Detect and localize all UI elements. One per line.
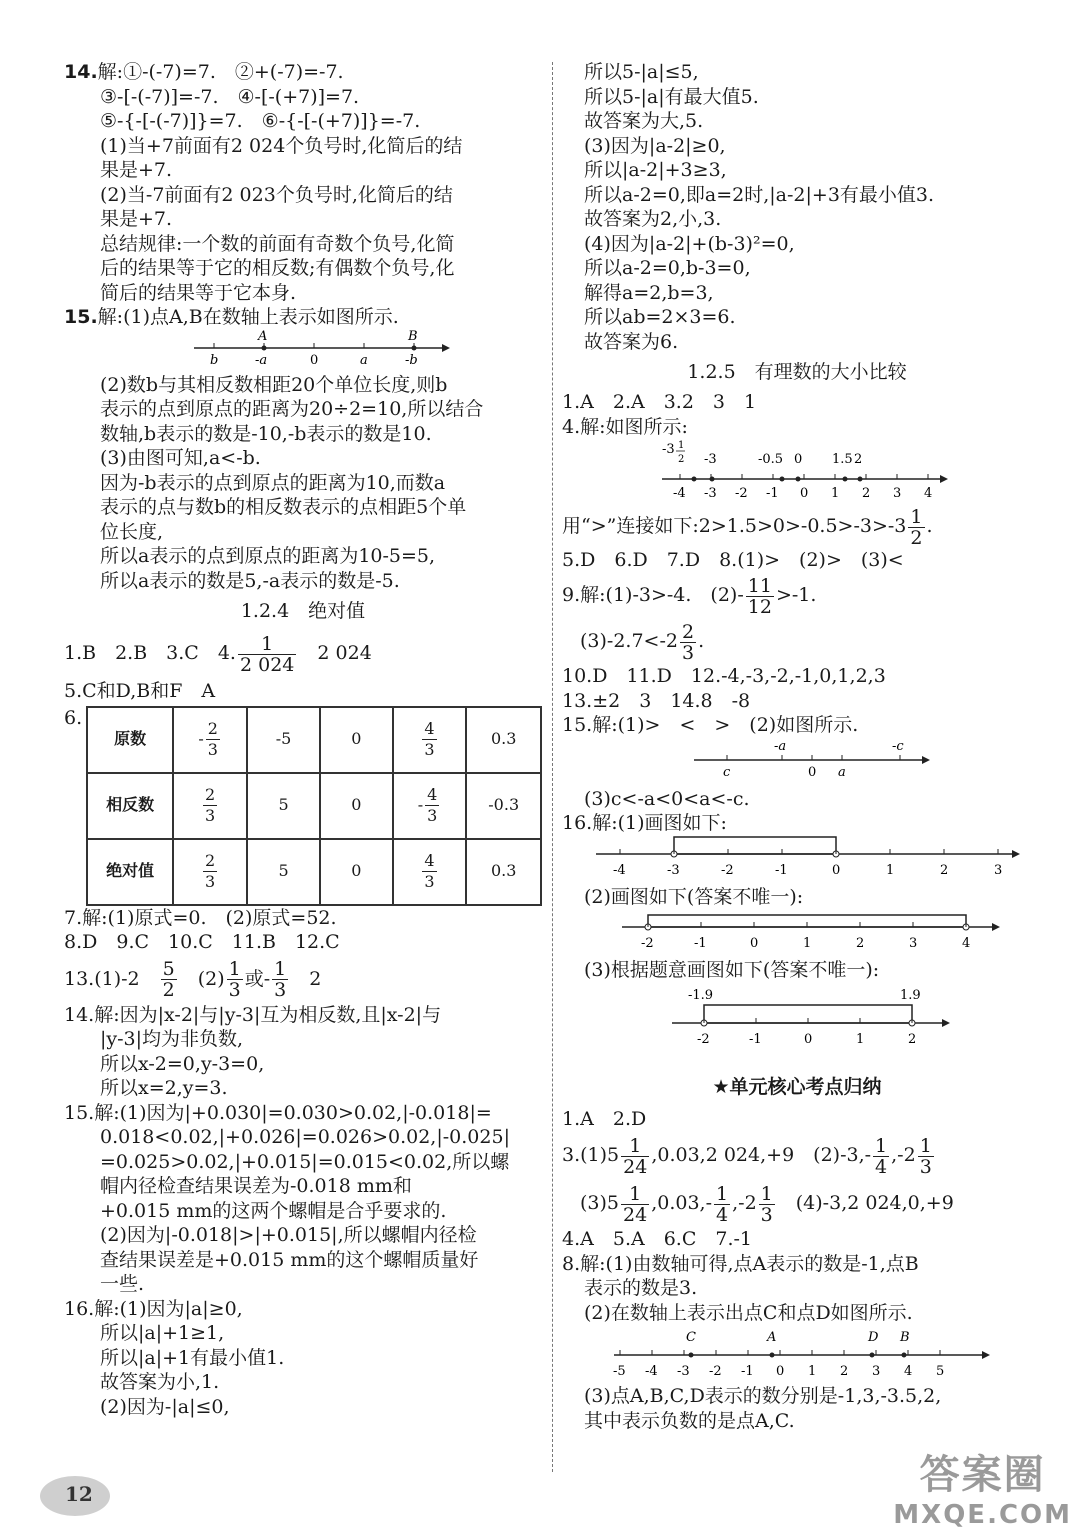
tick-label: 0 [804, 1031, 813, 1047]
tick-label: 4 [962, 936, 971, 951]
tick-label: 4 [924, 486, 933, 501]
numerator: 2 [207, 719, 218, 738]
r-line-6: 所以a-2=0,即a=2时,|a-2|+3有最小值3. [584, 183, 935, 206]
q14-line-5: 果是+7. [100, 159, 173, 181]
table-cell [173, 839, 247, 905]
q16-line-1: 16.解:(1)因为|a|≥0, [64, 1297, 243, 1320]
numerator: 2 [205, 785, 216, 804]
fraction [161, 959, 177, 1000]
denominator: 3 [427, 806, 438, 825]
b4-comparison-text: 用“>”连接如下:2>1.5>0>-0.5>-3>-3 [562, 515, 907, 537]
label-neg-05: -0.5 [758, 452, 784, 467]
page-number-badge [40, 1476, 110, 1516]
q14-line-6: (2)当-7前面有2 023个负号时,化简后的结 [100, 183, 453, 206]
table-row [87, 773, 541, 839]
b9-text: 9.解:(1)-3>-4. (2)- [562, 584, 744, 606]
answer-6-label: 6. [64, 706, 83, 729]
table-cell [173, 707, 247, 773]
answers-b-1-3: 1.A 2.A 3.2 3 1 [562, 391, 757, 413]
tick-a: a [360, 352, 368, 368]
s3-text: ,0.03,2 024,+9 (2)-3,- [651, 1144, 872, 1166]
fraction [422, 851, 436, 892]
tick-label: -5 [613, 1364, 626, 1379]
label-neg-3b: -3 [704, 452, 717, 467]
tick-label: -2 [697, 1031, 710, 1047]
answer-b-16: 16.解:(1)画图如下: [562, 812, 727, 834]
answer-13-text: 或- [244, 967, 271, 990]
tick-neg-b: -b [405, 352, 418, 368]
fraction [873, 1136, 889, 1177]
unit-summary-heading: ★单元核心考点归纳 [712, 1075, 882, 1098]
table-row [87, 839, 541, 905]
s8-line-2: 表示的数是3. [584, 1277, 698, 1299]
s3-text: ,-2 [891, 1144, 916, 1166]
table-row [87, 707, 541, 773]
point-B-label: B [900, 1330, 910, 1345]
q14b-block [64, 1003, 542, 1101]
answers-1-4-tail: 2 024 [298, 642, 372, 664]
fraction [621, 1184, 649, 1225]
b16-number-line-1 [562, 836, 1032, 880]
point-B-label: B [408, 329, 418, 344]
tick-label: -1 [741, 1364, 754, 1379]
table-cell: 0.3 [466, 839, 541, 905]
table-cell [173, 773, 247, 839]
denominator: 2 024 [239, 653, 295, 676]
fraction-cell [420, 851, 438, 891]
s8-line-4: (3)点A,B,C,D表示的数分别是-1,3,-3.5,2, [584, 1385, 942, 1407]
tick-label: 0 [800, 486, 809, 501]
tick-label: 1 [831, 486, 840, 501]
numerator: 1 [716, 1182, 729, 1205]
tick-label: -4 [673, 486, 686, 501]
q14b-line-3: 所以x-2=0,y-3=0, [100, 1052, 265, 1075]
q15b-line-5: +0.015 mm的这两个螺帽是合乎要求的. [100, 1199, 447, 1222]
tick-label: -3 [667, 862, 680, 878]
q14-line-4: (1)当+7前面有2 024个负号时,化简后的结 [100, 134, 463, 157]
q15-block [64, 305, 542, 593]
table-cell: 5 [247, 839, 320, 905]
answer-13-text: 2 [290, 967, 322, 990]
answer-b-9-3 [562, 618, 1032, 664]
answer-13-text: 13.(1)-2 [64, 967, 159, 990]
q14-block [64, 60, 542, 305]
denominator: 3 [205, 806, 216, 825]
tick-label: 5 [936, 1364, 945, 1379]
q14b-line-2: |y-3|均为非负数, [100, 1028, 244, 1050]
table-cell: -5 [247, 707, 320, 773]
tick-zero: 0 [310, 352, 319, 368]
q16-line-2: 所以|a|+1≥1, [100, 1322, 225, 1344]
q15b-line-6: (2)因为|-0.018|>|+0.015|,所以螺帽内径检 [100, 1224, 477, 1246]
fraction-cell [420, 719, 438, 759]
fraction-cell [201, 785, 219, 825]
frac-num: 1 [678, 440, 685, 451]
table-cell: 0 [320, 773, 393, 839]
b9c-tail: . [698, 630, 705, 652]
page-number: 12 [65, 1482, 93, 1506]
fraction-cell [198, 719, 222, 759]
tick-b: b [210, 352, 219, 368]
fraction [746, 576, 774, 617]
fraction [272, 959, 288, 1000]
label-neg-a: -a [774, 738, 787, 754]
fraction [918, 1136, 934, 1177]
denominator: 3 [274, 979, 287, 1001]
denominator: 2 [910, 526, 923, 549]
b15-line-3: (3)c<-a<0<a<-c. [584, 787, 750, 810]
denominator: 24 [623, 1203, 648, 1226]
numerator: 2 [205, 851, 216, 870]
q15-number: 15. [64, 306, 98, 328]
row-header: 相反数 [87, 773, 173, 839]
tick-label: -2 [735, 486, 748, 501]
tick-label: -4 [613, 862, 626, 878]
denominator: 4 [716, 1203, 729, 1226]
answers-b-5-8: 5.D 6.D 7.D 8.(1)> (2)> (3)< [562, 548, 904, 571]
tick-label: -2 [709, 1364, 722, 1379]
denominator: 3 [228, 979, 241, 1001]
q15-line-4: 数轴,b表示的数是-10,-b表示的数是10. [100, 422, 432, 445]
tick-label: -2 [721, 862, 734, 878]
tick-label: 4 [904, 1364, 913, 1379]
tick-label: 3 [994, 862, 1003, 878]
tick-label: -1 [775, 862, 788, 878]
fraction [203, 785, 217, 826]
answer-s-3-b [562, 1179, 1032, 1227]
s3b-text: ,0.03,- [651, 1192, 713, 1214]
numerator: 1 [760, 1182, 773, 1205]
answer-b-16-3: (3)根据题意画图如下(答案不唯一): [584, 959, 880, 981]
tick-label: 1 [886, 862, 895, 878]
fraction [238, 634, 296, 675]
r-line-2: 所以5-|a|有最大值5. [584, 85, 759, 108]
q16-line-3: 所以|a|+1有最小值1. [100, 1346, 285, 1369]
denominator: 3 [681, 641, 695, 664]
fraction [759, 1184, 775, 1225]
answer-s-3 [562, 1131, 1032, 1179]
answers-8-12: 8.D 9.C 10.C 11.B 12.C [64, 931, 340, 953]
q14-line-1: 解:①-(-7)=7. ②+(-7)=-7. [97, 61, 344, 83]
label-neg-3: -3 [662, 442, 675, 457]
table-cell: -0.3 [466, 773, 541, 839]
q14-line-2: ③-[-(-7)]=-7. ④-[-(+7)]=7. [100, 85, 360, 108]
q15b-line-3: =0.025>0.02,|+0.015|=0.015<0.02,所以螺 [100, 1150, 510, 1173]
table-cell: 0 [320, 707, 393, 773]
table-cell: 0.3 [466, 707, 541, 773]
q16-continued [562, 60, 1032, 354]
r-line-8: (4)因为|a-2|+(b-3)²=0, [584, 232, 795, 255]
answer-5: 5.C和D,B和F A [64, 680, 216, 702]
b4-number-line [562, 439, 1032, 501]
s8-line-3: (2)在数轴上表示出点C和点D如图所示. [584, 1301, 913, 1324]
q14b-line-1: 14.解:因为|x-2|与|y-3|互为相反数,且|x-2|与 [64, 1003, 442, 1026]
answers-s-1-2: 1.A 2.D [562, 1107, 647, 1130]
tick-label: -4 [645, 1364, 658, 1379]
fraction [203, 851, 217, 892]
absolute-value-table [86, 706, 542, 906]
tick-label: -1 [766, 486, 779, 501]
q15-line-5: (3)由图可知,a<-b. [100, 447, 261, 469]
numerator: 2 [681, 620, 695, 643]
b4-comparison [562, 506, 1032, 548]
row-header: 原数 [87, 707, 173, 773]
q15b-line-4: 帽内径检查结果误差为-0.018 mm和 [100, 1175, 412, 1197]
fraction [908, 507, 924, 548]
numerator: 1 [875, 1134, 888, 1157]
point-C-label: C [686, 1330, 696, 1345]
q15-line-9: 所以a表示的点到原点的距离为10-5=5, [100, 545, 436, 567]
b9-tail: >-1. [775, 584, 817, 606]
numerator: 4 [424, 719, 435, 738]
s3-text: 3.(1)5 [562, 1144, 620, 1166]
r-line-1: 所以5-|a|≤5, [584, 61, 699, 83]
b9c-text: (3)-2.7<-2 [580, 630, 678, 652]
denominator: 2 [162, 979, 175, 1001]
fraction [422, 719, 436, 760]
answer-b-4: 4.解:如图所示: [562, 415, 688, 438]
denominator: 4 [875, 1155, 888, 1178]
denominator: 3 [205, 872, 216, 891]
tick-label: 0 [750, 936, 759, 951]
numerator: 4 [424, 851, 435, 870]
fraction [206, 719, 220, 760]
label-1-9: 1.9 [900, 987, 921, 1003]
tick-label: -1 [694, 936, 707, 951]
label-neg-c: -c [892, 738, 904, 754]
tick-label: 3 [893, 486, 902, 501]
tick-label: -3 [677, 1364, 690, 1379]
tick-label: -1 [749, 1031, 762, 1047]
tick-label: 0 [832, 862, 841, 878]
b16-number-line-2 [562, 909, 1032, 953]
denominator: 3 [424, 872, 435, 891]
numerator: 11 [747, 574, 772, 597]
tick-label: 2 [908, 1031, 917, 1047]
answer-13-text: (2) [178, 967, 225, 990]
numerator: 4 [427, 785, 438, 804]
s3b-text: (3)5 [580, 1192, 620, 1214]
label-c: c [723, 764, 731, 780]
right-column [562, 60, 1032, 1433]
point-A-label: A [767, 1330, 777, 1345]
fraction [227, 959, 243, 1000]
s8-line-1: 8.解:(1)由数轴可得,点A表示的数是-1,点B [562, 1252, 919, 1275]
tick-label: 1 [808, 1364, 817, 1379]
q15-line-10: 所以a表示的数是5,-a表示的数是-5. [100, 569, 400, 592]
numerator: 1 [919, 1134, 932, 1157]
numerator: 1 [621, 1184, 649, 1205]
column-divider [552, 62, 553, 1472]
r-line-5: 所以|a-2|+3≥3, [584, 159, 727, 181]
answers-b-13-14: 13.±2 3 14.8 -8 [562, 689, 751, 712]
table-cell: 0 [320, 839, 393, 905]
tick-label: -2 [641, 936, 654, 951]
section-title-1-2-5: 1.2.5 有理数的大小比较 [687, 361, 907, 383]
answers-s-4-7: 4.A 5.A 6.C 7.-1 [562, 1228, 753, 1250]
answers-1-4 [64, 631, 542, 675]
fraction [714, 1184, 730, 1225]
table-cell [393, 707, 467, 773]
label-0: 0 [794, 452, 803, 467]
point-D-label: D [868, 1330, 879, 1345]
fraction [621, 1136, 649, 1177]
b16-number-line-3 [562, 983, 1032, 1049]
denominator: 3 [760, 1203, 773, 1226]
table-cell: 5 [247, 773, 320, 839]
q15-line-8: 位长度, [100, 520, 164, 543]
numerator: 1 [238, 634, 296, 655]
tick-label: 3 [872, 1364, 881, 1379]
r-line-3: 故答案为大,5. [584, 110, 704, 132]
q16-block [64, 1297, 542, 1420]
frac-den: 2 [678, 454, 685, 465]
tick-label: 1 [803, 936, 812, 951]
tick-neg-a: -a [255, 352, 268, 368]
q14-line-7: 果是+7. [100, 208, 173, 230]
sign: - [198, 729, 204, 748]
fraction-cell [417, 785, 442, 825]
answers-b-10-12: 10.D 11.D 12.-4,-3,-2,-1,0,1,2,3 [562, 665, 886, 687]
r-line-10: 解得a=2,b=3, [584, 281, 714, 304]
r-line-12: 故答案为6. [584, 330, 679, 353]
b15-number-line [562, 738, 1032, 782]
label-neg-1-9: -1.9 [688, 987, 714, 1003]
fraction [680, 622, 696, 663]
sign: - [417, 795, 424, 814]
q14b-line-4: 所以x=2,y=3. [100, 1077, 228, 1099]
q15-line-2: (2)数b与其相反数相距20个单位长度,则b [100, 373, 448, 396]
numerator: 1 [274, 958, 287, 980]
r-line-4: (3)因为|a-2|≥0, [584, 134, 726, 157]
answers-1-4-text: 1.B 2.B 3.C 4. [64, 642, 236, 664]
answer-6 [64, 706, 542, 906]
left-column [64, 60, 542, 1419]
q15-line-1: 解:(1)点A,B在数轴上表示如图所示. [97, 306, 399, 328]
numerator: 1 [910, 505, 923, 528]
q14-line-10: 简后的结果等于它本身. [100, 281, 297, 304]
tick-label: 0 [776, 1364, 785, 1379]
denominator: 24 [623, 1155, 648, 1178]
point-A-label: A [258, 329, 268, 344]
numerator: 1 [228, 958, 241, 980]
q15-line-7: 表示的点与数b的相反数表示的点相距5个单 [100, 496, 467, 518]
q15b-block [64, 1101, 542, 1297]
q15-line-3: 表示的点到原点的距离为20÷2=10,所以结合 [100, 398, 484, 420]
q14-line-3: ⑤-{-[-(-7)]}=7. ⑥-{-[-(+7)]}=-7. [100, 110, 421, 132]
denominator: 3 [919, 1155, 932, 1178]
r-line-7: 故答案为2,小,3. [584, 208, 722, 230]
q14-number: 14. [64, 61, 98, 83]
answer-7: 7.解:(1)原式=0. (2)原式=52. [64, 906, 337, 929]
s8-line-5: 其中表示负数的是点A,C. [584, 1409, 795, 1432]
answer-13 [64, 955, 542, 1003]
table-cell [393, 773, 467, 839]
tick-label: -3 [704, 486, 717, 501]
q15b-line-7: 查结果误差是+0.015 mm的这个螺帽质量好 [100, 1248, 479, 1271]
s3b-text: ,-2 [732, 1192, 757, 1214]
denominator: 3 [207, 740, 218, 759]
row-header: 绝对值 [87, 839, 173, 905]
label-1-5: 1.5 [832, 452, 853, 467]
fraction [425, 785, 439, 826]
q14-line-9: 后的结果等于它的相反数;有偶数个负号,化 [100, 257, 455, 279]
watermark [893, 1443, 1072, 1530]
numerator: 5 [162, 958, 175, 980]
table-cell [393, 839, 467, 905]
watermark-url: MXQE.COM [893, 1500, 1072, 1530]
label-a: a [838, 764, 846, 780]
q15-line-6: 因为-b表示的点到原点的距离为10,而数a [100, 471, 446, 494]
q15b-line-1: 15.解:(1)因为|+0.030|=0.030>0.02,|-0.018|= [64, 1101, 492, 1124]
fraction-cell [201, 851, 219, 891]
s8-number-line [562, 1325, 1032, 1379]
tick-label: 2 [940, 862, 949, 878]
answer-b-16-2: (2)画图如下(答案不唯一): [584, 885, 804, 908]
q15b-line-8: 一些. [100, 1273, 145, 1295]
answer-b-15: 15.解:(1)> < > (2)如图所示. [562, 714, 859, 736]
denominator: 3 [424, 740, 435, 759]
answer-b-9 [562, 572, 1032, 618]
tick-label: 2 [840, 1364, 849, 1379]
q16-line-5: (2)因为-|a|≤0, [100, 1395, 230, 1418]
b4-comparison-tail: . [926, 515, 933, 537]
q14-line-8: 总结规律:一个数的前面有奇数个负号,化简 [100, 232, 455, 255]
q15b-line-2: 0.018<0.02,|+0.026|=0.026>0.02,|-0.025| [100, 1126, 510, 1148]
section-title-1-2-4: 1.2.4 绝对值 [240, 600, 366, 622]
tick-label: 2 [862, 486, 871, 501]
q16-line-4: 故答案为小,1. [100, 1371, 220, 1393]
r-line-11: 所以ab=2×3=6. [584, 306, 736, 328]
s3b-text: (4)-3,2 024,0,+9 [776, 1192, 954, 1214]
tick-label: 3 [909, 936, 918, 951]
watermark-title: 答案圈 [919, 1452, 1046, 1498]
tick-label: 2 [856, 936, 865, 951]
numerator: 1 [621, 1136, 649, 1157]
r-line-9: 所以a-2=0,b-3=0, [584, 257, 751, 279]
tick-label: 1 [856, 1031, 865, 1047]
q15-number-line [64, 330, 542, 368]
label-2: 2 [854, 452, 863, 467]
denominator: 12 [747, 595, 772, 618]
label-zero: 0 [808, 764, 817, 780]
